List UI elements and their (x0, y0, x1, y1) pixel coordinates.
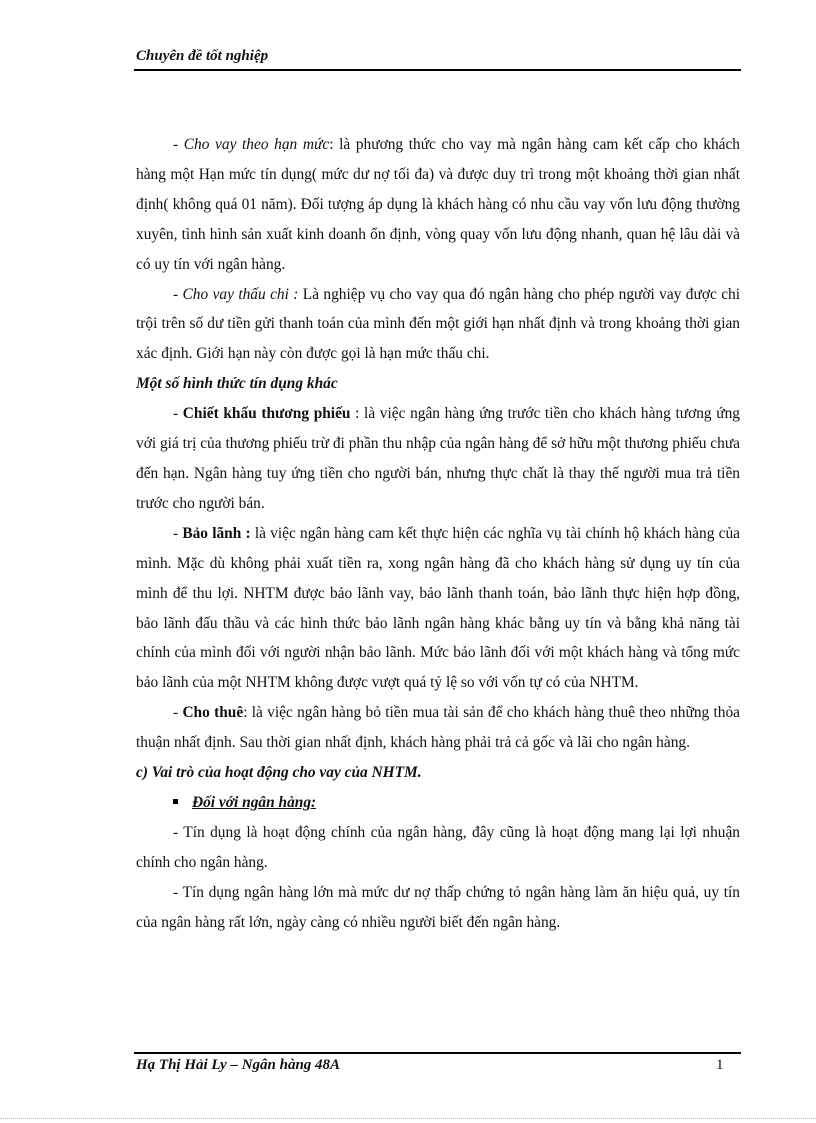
header-rule (134, 69, 741, 71)
dash: - (173, 285, 183, 303)
page-bottom-dotted-line (0, 1118, 816, 1120)
dash: - (173, 704, 183, 722)
subheading-for-bank (136, 788, 740, 818)
term-cho-vay-han-muc: Cho vay theo hạn mức (183, 136, 330, 153)
footer-author: Hạ Thị Hải Ly – Ngân hàng 48A (136, 1057, 341, 1073)
body-text (136, 130, 740, 937)
dash: - (173, 136, 184, 153)
paragraph-cho-thue (136, 698, 740, 758)
section-heading-other-credit: Một số hình thức tín dụng khác (136, 375, 338, 393)
paragraph-cho-vay-han-muc (136, 130, 740, 280)
paragraph-text: Là nghiệp vụ cho vay qua đó ngân hàng cho phép người vay được chi trội trên số dư tiền gửi thanh toán của mình đến một giới hạn nhất định và trong khoảng thời gian xác định. Giới hạn này còn được gọi là hạn mức thấu chi. (136, 285, 740, 363)
paragraph-credit-large: - Tín dụng ngân hàng lớn mà mức dư nợ thấp chứng tỏ ngân hàng làm ăn hiệu quả, uy tín của ngân hàng rất lớn, ngày càng có nhiều người biết đến ngân hàng. (136, 883, 740, 931)
paragraph-credit-main: - Tín dụng là hoạt động chính của ngân hàng, đây cũng là hoạt động mang lại lợi nhuận chính cho ngân hàng. (136, 823, 740, 871)
paragraph-cho-vay-thau-chi (136, 280, 740, 370)
term-cho-vay-thau-chi: Cho vay thấu chi : (182, 285, 299, 303)
paragraph-bao-lanh (136, 519, 740, 698)
paragraph-text: : là phương thức cho vay mà ngân hàng cam kết cấp cho khách hàng một Hạn mức tín dụng( mức dư nợ tối đa) và được duy trì trong một khoảng thời gian nhất định( không quá 01 năm). Đối tượng áp dụng là khách hàng có nhu cầu vay vốn lưu động thường xuyên, tình hình sản xuất kinh doanh ổn định, vòng quay vốn lưu động nhanh, quan hệ lâu dài và có uy tín với ngân hàng. (136, 136, 741, 273)
term-chiet-khau: Chiết khấu thương phiếu (182, 405, 351, 423)
paragraph-text: : là việc ngân hàng ứng trước tiền cho khách hàng tương ứng với giá trị của thương phiếu trừ đi phần thu nhập của ngân hàng để sở hữu một thương phiếu chưa đến hạn. Ngân hàng tuy ứng tiền cho người bán, nhưng thực chất là thay thế người mua trả tiền trước cho người bán. (136, 405, 740, 512)
footer-rule (134, 1052, 741, 1054)
paragraph-chiet-khau (136, 399, 740, 519)
paragraph-text: là việc ngân hàng cam kết thực hiện các nghĩa vụ tài chính hộ khách hàng của mình. Mặc dù không phải xuất tiền ra, xong ngân hàng đã cho khách hàng sử dụng uy tín của mình để thu lợi. NHTM được bảo lãnh vay, bảo lãnh thanh toán, bảo lãnh thực hiện hợp đồng, bảo lãnh đấu thầu và các hình thức bảo lãnh ngân hàng khác bằng uy tín và bằng khả năng tài chính của mình đối với người nhận bảo lãnh. Mức bảo lãnh đối với một khách hàng và tổng mức bảo lãnh của một NHTM không được vượt quá tỷ lệ so với vốn tự có của NHTM. (136, 524, 740, 692)
page-number: 1 (716, 1057, 724, 1073)
term-cho-thue: Cho thuê (182, 704, 244, 722)
dash: - (173, 524, 183, 542)
dash: - (173, 405, 183, 423)
square-bullet-icon (173, 799, 178, 804)
paragraph-text: : là việc ngân hàng bỏ tiền mua tài sản để cho khách hàng thuê theo những thỏa thuận nhất định. Sau thời gian nhất định, khách hàng phải trả cả gốc và lãi cho ngân hàng. (136, 704, 741, 752)
term-bao-lanh: Bảo lãnh : (182, 524, 251, 542)
section-heading-role: c) Vai trò của hoạt động cho vay của NHTM. (136, 764, 422, 782)
subheading-text: Đối với ngân hàng: (192, 793, 317, 811)
page-header-title: Chuyên đề tốt nghiệp (136, 48, 269, 64)
